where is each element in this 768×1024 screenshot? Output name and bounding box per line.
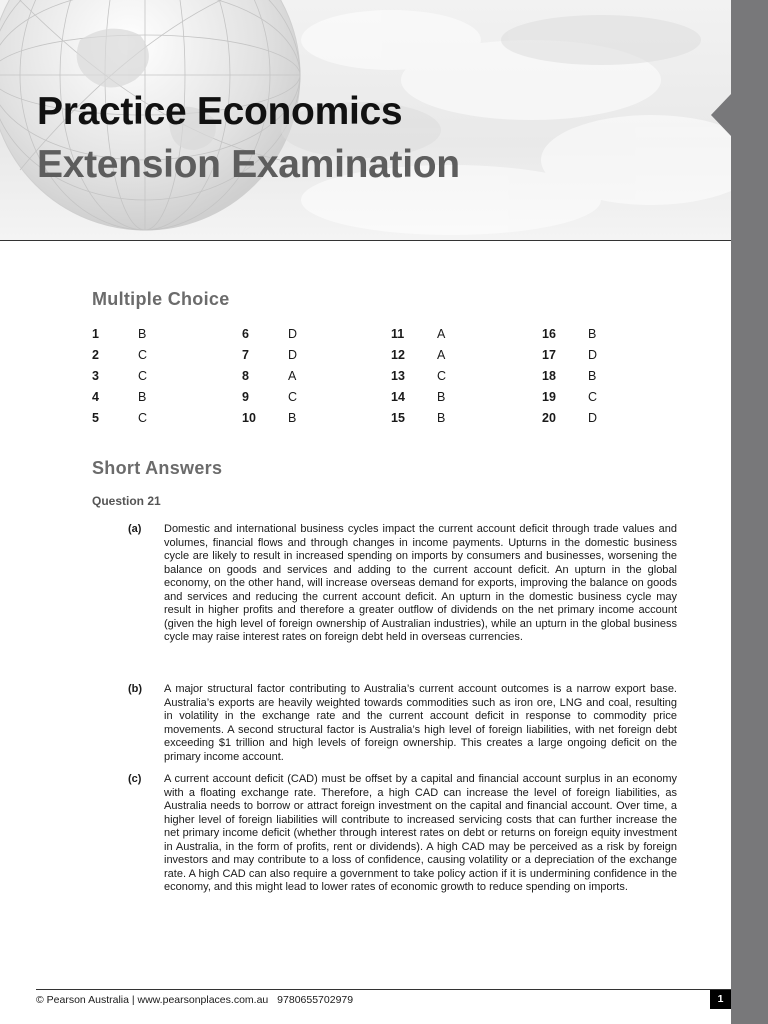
part-label: (c) — [128, 773, 142, 785]
mc-answer-item — [242, 409, 322, 427]
mc-answer-letter: C — [288, 390, 298, 404]
mc-answer-letter: D — [588, 348, 598, 362]
header-banner — [0, 0, 731, 241]
mc-answer-item — [92, 388, 172, 406]
mc-answer-item — [542, 367, 622, 385]
title-line-2: Extension Examination — [37, 143, 460, 186]
mc-question-number: 6 — [242, 327, 249, 341]
sidebar-tab-notch — [711, 94, 731, 136]
mc-answer-item — [242, 367, 322, 385]
mc-answer-letter: A — [437, 327, 446, 341]
mc-question-number: 19 — [542, 390, 556, 404]
mc-question-number: 4 — [92, 390, 99, 404]
mc-question-number: 10 — [242, 411, 256, 425]
question-label: Question 21 — [92, 494, 161, 508]
mc-answer-letter: B — [588, 369, 597, 383]
mc-question-number: 20 — [542, 411, 556, 425]
mc-question-number: 2 — [92, 348, 99, 362]
mc-answer-letter: B — [138, 327, 147, 341]
mc-question-number: 9 — [242, 390, 249, 404]
footer-copyright: © Pearson Australia | www.pearsonplaces.com.au — [36, 994, 269, 1006]
mc-answer-item — [542, 325, 622, 343]
mc-answer-item — [92, 325, 172, 343]
mc-answer-item — [542, 409, 622, 427]
mc-answer-item — [542, 388, 622, 406]
multiple-choice-answers — [92, 325, 612, 425]
mc-question-number: 15 — [391, 411, 405, 425]
mc-answer-letter: B — [588, 327, 597, 341]
part-label: (b) — [128, 683, 143, 695]
mc-question-number: 13 — [391, 369, 405, 383]
side-bar — [731, 0, 768, 1024]
mc-answer-letter: C — [138, 348, 148, 362]
mc-question-number: 12 — [391, 348, 405, 362]
part-text: Domestic and international business cycles impact the current account deficit through trade values and volumes, financial flows and through changes in income payments. Upturns in the domestic business cycle are likely to result in increased spending on imports by consumers and businesses, worsening the balance on goods and services and adding to the current account deficit. An upturn in the global economy, on the other hand, will increase overseas demand for exports, improving the balance on goods and services and reducing the current account deficit. An upturn in the domestic business cycle may result in higher profits and therefore a greater outflow of dividends on the net primary income account (given the high level of foreign ownership of Australian industries), while an upturn in the global business cycle may raise interest rates on foreign debt held in overseas currencies. — [164, 523, 677, 644]
mc-answer-item — [391, 409, 471, 427]
mc-answer-letter: B — [138, 390, 147, 404]
mc-answer-item — [92, 409, 172, 427]
mc-answer-item — [542, 346, 622, 364]
mc-answer-letter: D — [588, 411, 598, 425]
mc-question-number: 17 — [542, 348, 556, 362]
mc-answer-letter: C — [138, 369, 148, 383]
mc-answer-letter: B — [437, 411, 446, 425]
mc-answer-item — [391, 346, 471, 364]
title-line-1: Practice Economics — [37, 90, 403, 133]
part-text: A major structural factor contributing to Australia’s current account outcomes is a narrow export base. Australia’s exports are heavily weighted towards commodities such as iron ore, LNG and coal, resulting in volatility in the exchange rate and the current account deficit in response to commodity price movements. A second structural factor is Australia’s high level of foreign liabilities, with net foreign debt exceeding $1 trillion and high levels of foreign ownership. This creates a large ongoing deficit on the primary income account. — [164, 683, 677, 763]
mc-answer-item — [242, 388, 322, 406]
mc-answer-item — [92, 346, 172, 364]
mc-question-number: 7 — [242, 348, 249, 362]
mc-answer-item — [391, 367, 471, 385]
mc-question-number: 1 — [92, 327, 99, 341]
mc-question-number: 18 — [542, 369, 556, 383]
mc-question-number: 16 — [542, 327, 556, 341]
short-answers-heading: Short Answers — [92, 458, 223, 478]
mc-question-number: 3 — [92, 369, 99, 383]
mc-answer-letter: D — [288, 348, 298, 362]
part-label: (a) — [128, 523, 142, 535]
mc-question-number: 14 — [391, 390, 405, 404]
mc-question-number: 5 — [92, 411, 99, 425]
mc-answer-letter: C — [138, 411, 148, 425]
mc-answer-item — [242, 346, 322, 364]
mc-question-number: 8 — [242, 369, 249, 383]
part-text: A current account deficit (CAD) must be offset by a capital and financial account surplus in an economy with a floating exchange rate. Therefore, a high CAD can increase the level of foreign liabilities, as Australia needs to borrow or attract foreign investment on the capital and financial account. Over time, a higher level of foreign liabilities will contribute to increased servicing costs that can further increase the net primary income deficit (whether through interest rates on debt or returns on foreign equity investment in Australia, in the form of profits, rent or dividends). A high CAD may be perceived as a risk by foreign investors and may contribute to a loss of confidence, causing volatility or a depreciation of the exchange rate. A high CAD can also require a government to take policy action if it is undermining confidence in the economy, and this might lead to lower rates of economic growth to reduce spending on imports. — [164, 773, 677, 894]
mc-answer-item — [391, 388, 471, 406]
mc-answer-letter: C — [588, 390, 598, 404]
mc-answer-letter: D — [288, 327, 298, 341]
mc-question-number: 11 — [391, 327, 405, 341]
page-number: 1 — [710, 990, 731, 1009]
footer-divider — [36, 989, 731, 990]
multiple-choice-heading: Multiple Choice — [92, 289, 230, 309]
mc-answer-letter: B — [288, 411, 297, 425]
mc-answer-item — [391, 325, 471, 343]
mc-answer-item — [92, 367, 172, 385]
mc-answer-letter: A — [288, 369, 297, 383]
mc-answer-item — [242, 325, 322, 343]
mc-answer-letter: B — [437, 390, 446, 404]
mc-answer-letter: C — [437, 369, 447, 383]
footer-isbn: 9780655702979 — [277, 994, 354, 1006]
mc-answer-letter: A — [437, 348, 446, 362]
footer — [36, 994, 353, 1006]
